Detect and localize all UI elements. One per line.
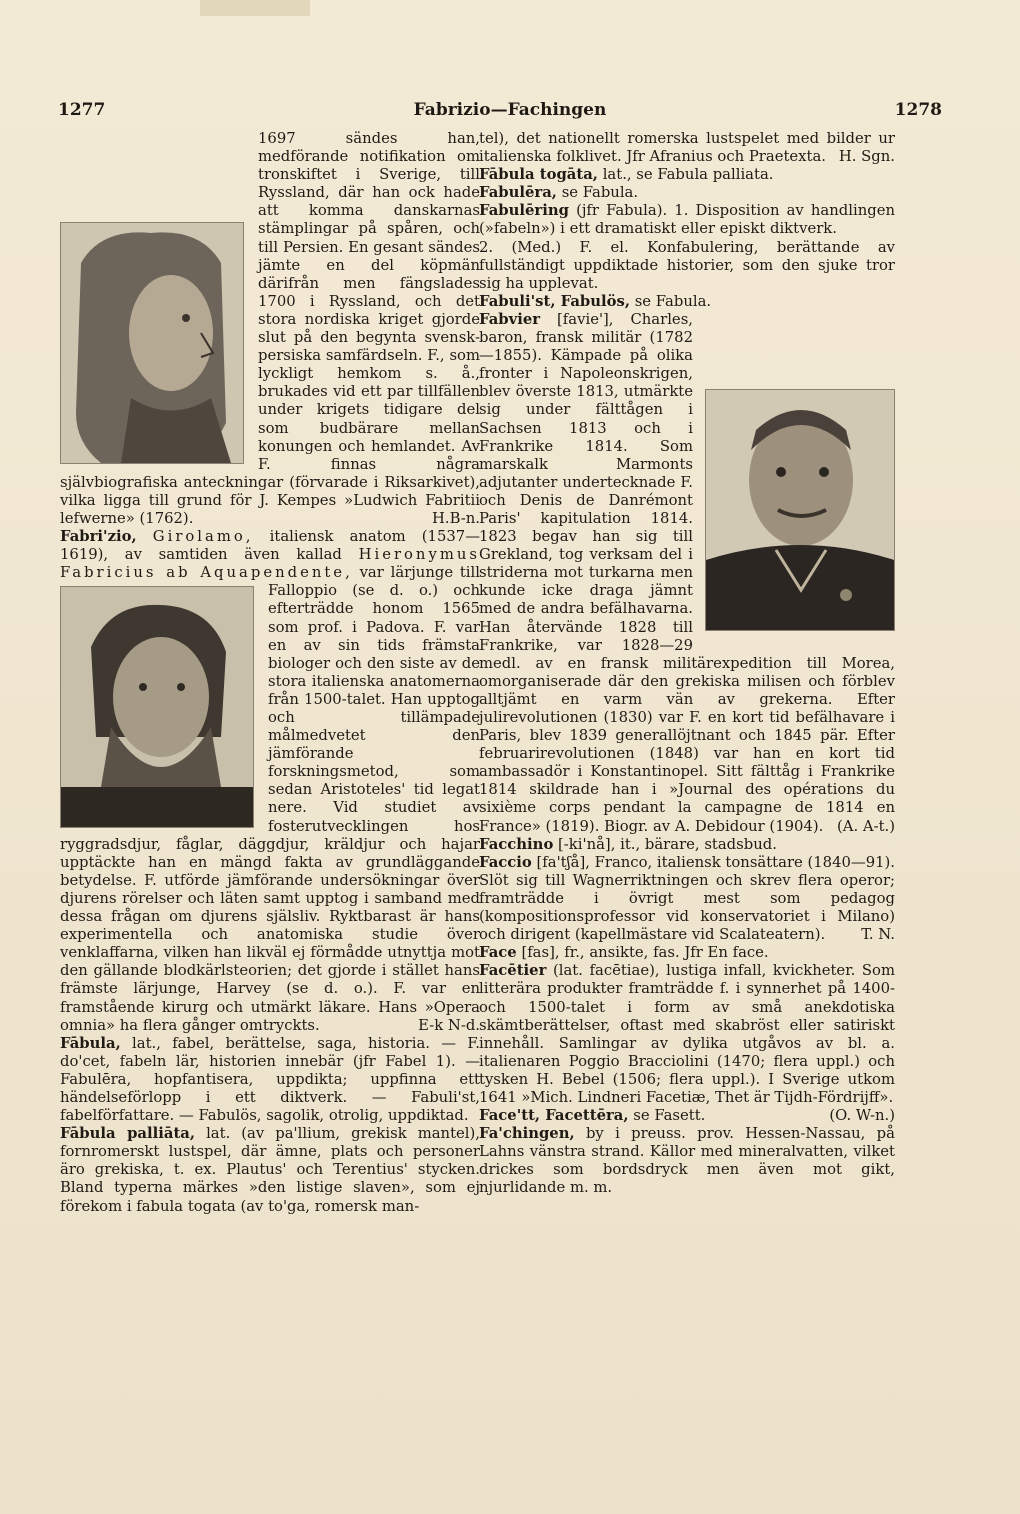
entry-fabulering: Fabulēring (jfr Fabula). 1. Disposition av handlingen (»fabeln») i ett dramatiskt eller episkt diktverk.	[479, 202, 895, 238]
portrait-fabritius-image	[61, 223, 243, 463]
running-head: Fabrizio—Fachingen	[413, 100, 607, 120]
entry-fabula-palliata: Fābula palliāta, lat. (av pa'llium, grekisk mantel), fornromerskt lustspel, där ämne, plats och personer äro grekiska, t. ex. Plautus' och Terentius' stycken. Bland typerna märkes »den listige slaven», som ej förekom i fabula togata (av to'ga, romersk man-	[60, 1125, 480, 1215]
entry-fabrizio: Fabri'zio, Girolamo, italiensk anatom (1537—1619), av samtiden även kallad Hieronymus Fabricius ab Aquapendente, var lärjunge till Falloppio (se d. o.) och efterträdde honom 1565 som prof. i Padova. F. var en av sin tids främsta biologer och den siste av de stora italienska anatomerna från 1500-talet. Han upptog och tillämpade målmedvetet den jämförande forskningsmetod, som sedan Aristoteles' tid legat nere. Vid studiet av fosterutvecklingen hos ryggradsdjur, fåglar, däggdjur, kräldjur och hajar upptäckte han en mängd fakta av grundläggande betydelse. F. utförde jämförande undersökningar över djurens rörelser och läten samt upptog i samband med dessa frågan om djurens själsliv. Ryktbarast är hans experimentella och anatomiska studie över venklaffarna, vilken han likväl ej förmådde utnyttja mot den gällande blodkärlsteorien; det gjorde i stället hans främste lärjunge, Harvey (se d. o.). F. var en framstående kirurg och utmärkt läkare. Hans »Opera omnia» ha flera gånger omtryckts. E-k N-d.	[60, 528, 481, 1034]
portrait-fabvier-image	[706, 390, 894, 630]
signature: H. Sgn.	[838, 148, 895, 166]
portrait-fabritius	[60, 222, 244, 464]
tape-mark	[200, 0, 310, 16]
entry-fabritius-cont: 1697 sändes han, medförande notifikation om tronskiftet i Sverige, till Ryssland, där han ock hade att komma danskarnas stämplingar på spåren, och till Persien. En gesant sändes jämte en del köpmän därifrån men fängslades 1700 i Ryssland, och det stora nordiska kriget gjorde slut på den begynta svensk-persiska samfärdseln. F., som lyckligt hemkom s. å., brukades vid ett par tillfällen under krigets tidigare del som budbärare mellan konungen och hemlandet. Av F. finnas några självbiografiska anteckningar (förvarade i Riksarkivet), vilka ligga till grund för J. Kempes »Ludwich Fabritii lefwerne» (1762). H.B-n.	[60, 130, 480, 527]
entry-face: Face [fas], fr., ansikte, fas. Jfr En face.	[479, 944, 769, 962]
entry-fachingen: Fa'chingen, by i preuss. prov. Hessen-Nassau, på Lahns vänstra strand. Källor med mineralvatten, vilket drickes som bordsdryck men även mot gikt, njurlidande m. m.	[479, 1125, 895, 1197]
entry-fabula-palliata-cont: tel), det nationellt romerska lustspelet med bilder ur italienska folklivet. Jfr Afranius och Praetexta. H. Sgn.	[479, 130, 895, 166]
portrait-fabrizio-image	[61, 587, 253, 827]
entry-fabulering-2: 2. (Med.) F. el. Konfabulering, berättande av fullständigt uppdiktade historier, som den sjuke tror sig ha upplevat.	[479, 238, 895, 292]
left-column	[60, 130, 480, 1216]
signature: T. N.	[861, 926, 895, 944]
entry-fabvier: Fabvier [favie'], Charles, baron, fransk militär (1782—1855). Kämpade på olika fronter i Napoleonskrigen, blev överste 1813, utmärkte sig under fälttågen i Sachsen 1813 och i Frankrike 1814. Som marskalk Marmonts adjutanter undertecknade F. och Denis de Danrémont Paris' kapitulation 1814. 1823 begav han sig till Grekland, tog verksam del i striderna mot turkarna men kunde icke draga jämnt med de andra befälhavarna. Han återvände 1828 till Frankrike, var 1828—29 medl. av en fransk militärexpedition till Morea, omorganiserade där den grekiska milisen och förblev alltjämt en varm vän av grekerna. Efter julirevolutionen (1830) var F. en kort tid befälhavare i Paris, blev 1839 generallöjtnant och 1845 pär. Efter februarirevolutionen (1848) var han en kort tid ambassadör i Konstantinopel. Sitt fälttåg i Frankrike 1814 skildrade han i »Journal des opérations du sixième corps pendant la campagne de 1814 en France» (1819). Biogr. av A. Debidour (1904). (A. A-t.)	[479, 310, 895, 835]
entry-facett: Face'tt, Facettēra, se Fasett.	[479, 1107, 706, 1125]
portrait-fabvier	[705, 389, 895, 631]
page-number-left: 1277	[58, 100, 106, 120]
page-number-right: 1278	[894, 100, 942, 120]
entry-facchino: Facchino [-ki'nå], it., bärare, stadsbud.	[479, 835, 777, 853]
entry-fabulist: Fabuli'st, Fabulös, se Fabula.	[479, 292, 712, 310]
entry-faccio: Faccio [fa'tʃå], Franco, italiensk tonsättare (1840—91). Slöt sig till Wagnerriktningen och skrev flera operor; framträdde i övrigt mest som pedagog (kompositionsprofessor vid konservatoriet i Milano) och dirigent (kapellmästare vid Scalateatern). T. N.	[479, 853, 896, 944]
entry-fabula-togata: Fābula togāta, lat., se Fabula palliata.	[479, 166, 774, 184]
signature: E-k N-d.	[418, 1016, 480, 1034]
entry-fabula: Fābula, lat., fabel, berättelse, saga, historia. — F. do'cet, fabeln lär, historien innebär (jfr Fabel 1). — Fabulēra, hopfantisera, uppdikta; uppfinna ett händelseförlopp i ett diktverk. — Fabuli'st, fabelförfattare. — Fabulös, sagolik, otrolig, uppdiktad.	[60, 1034, 480, 1125]
entry-facetier: Facētier (lat. facētiae), lustiga infall, kvickheter. Som litterära produkter framträdde f. i synnerhet på 1400- och 1500-talet i form av små anekdotiska skämtberättelser, oftast med skabröst eller satiriskt innehåll. Samlingar av dylika utgåvos av bl. a. italienaren Poggio Bracciolini (1470; flera uppl.) och tysken H. Bebel (1506; flera uppl.). I Sverige utkom 1641 »Mich. Lindneri Facetiæ, Thet är Tijdh-Fördrijff». (O. W-n.)	[479, 962, 895, 1125]
portrait-fabrizio	[60, 586, 254, 828]
signature: (O. W-n.)	[829, 1107, 895, 1125]
signature: (A. A-t.)	[837, 817, 895, 835]
entry-fabulera: Fabulēra, se Fabula.	[479, 184, 639, 202]
right-column	[479, 130, 895, 1198]
signature: H.B-n.	[432, 509, 480, 527]
